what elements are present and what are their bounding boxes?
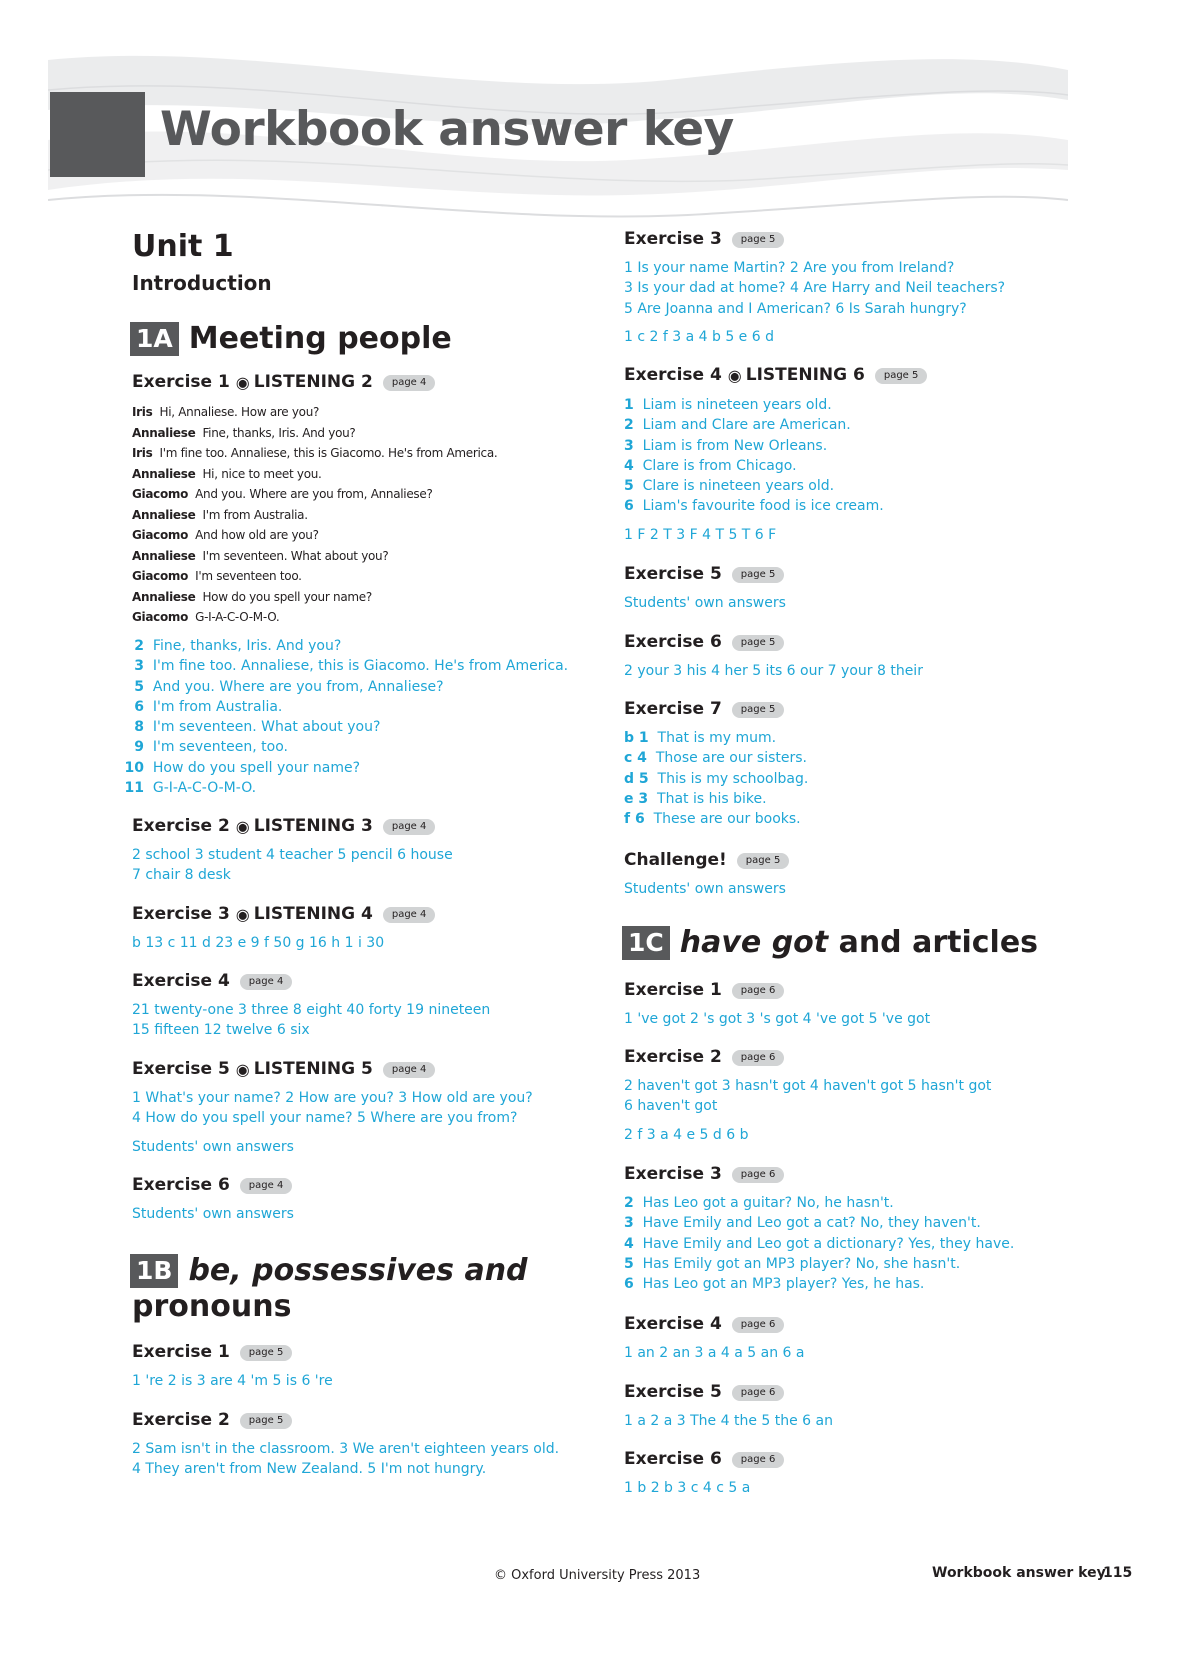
section-badge: 1B bbox=[130, 1254, 178, 1288]
page-pill: page 6 bbox=[732, 1452, 785, 1468]
section-1a-heading bbox=[130, 322, 452, 356]
exercise-heading: Exercise 7 page 5 bbox=[624, 701, 784, 718]
answer-block: 1 've got 2 's got 3 's got 4 've got 5 've got bbox=[624, 1011, 931, 1027]
page-pill: page 5 bbox=[240, 1345, 293, 1361]
answer-block: 1 an 2 an 3 a 4 a 5 an 6 a bbox=[624, 1345, 805, 1361]
answer-line: 5 And you. Where are you from, Annaliese? bbox=[134, 678, 444, 695]
page-number: 115 bbox=[1103, 1565, 1133, 1581]
answer-block: 1 Is your name Martin? 2 Are you from Ireland? 3 Is your dad at home? 4 Are Harry and Neil teachers? 5 Are Joanna and I American? 6 Is Sarah hungry? 1 c 2 f 3 a 4 b 5 e 6 d bbox=[624, 260, 1006, 345]
section-badge: 1C bbox=[622, 926, 670, 960]
answer-list: 1 Liam is nineteen years old. 2 Liam and Clare are American. 3 Liam is from New Orleans. 4 Clare is from Chicago. 5 Clare is nineteen years old. 6 Liam's favourite food is ice cream. 1 F 2 T 3 F 4 T 5 T 6 F bbox=[624, 397, 884, 543]
section-1c-heading bbox=[622, 926, 1038, 960]
listening-globe-icon: ◉ bbox=[235, 1059, 250, 1079]
page-pill: page 4 bbox=[383, 819, 436, 835]
page-pill: page 6 bbox=[732, 1317, 785, 1333]
answer-line: 10 How do you spell your name? bbox=[124, 759, 361, 776]
page-pill: page 6 bbox=[732, 1385, 785, 1401]
listening-label: LISTENING 2 bbox=[253, 372, 373, 392]
dialog-line: Giacomo I'm seventeen too. bbox=[132, 569, 302, 583]
answer-list bbox=[124, 636, 568, 798]
dialog-line: Annaliese I'm seventeen. What about you? bbox=[132, 548, 389, 563]
answer-block: 1 b 2 b 3 c 4 c 5 a bbox=[624, 1480, 751, 1496]
answer-block: Students' own answers bbox=[624, 595, 786, 611]
exercise-heading: Exercise 5 page 6 bbox=[624, 1384, 784, 1401]
exercise-heading: Exercise 1 page 5 bbox=[132, 1344, 292, 1361]
listening-globe-icon: ◉ bbox=[235, 904, 250, 924]
exercise-heading: Exercise 4 ◉ LISTENING 6 page 5 bbox=[624, 367, 927, 384]
exercise-heading: Exercise 5 ◉ LISTENING 5 page 4 bbox=[132, 1061, 435, 1078]
page-pill: page 4 bbox=[383, 375, 436, 391]
unit-title: Unit 1 bbox=[132, 229, 234, 264]
dialog-line: Annaliese I'm from Australia. bbox=[132, 507, 308, 522]
page-pill: page 5 bbox=[240, 1413, 293, 1429]
exercise-heading: Exercise 6 page 4 bbox=[132, 1177, 292, 1194]
exercise-heading: Exercise 4 page 6 bbox=[624, 1316, 784, 1333]
exercise-heading: Exercise 4 page 4 bbox=[132, 973, 292, 990]
exercise-heading: Exercise 3 page 6 bbox=[624, 1166, 784, 1183]
answer-block: 2 haven't got 3 hasn't got 4 haven't got 5 hasn't got 6 haven't got 2 f 3 a 4 e 5 d 6 b bbox=[624, 1078, 992, 1143]
exercise-heading: Exercise 6 page 6 bbox=[624, 1451, 784, 1468]
copyright: © Oxford University Press 2013 bbox=[494, 1568, 701, 1583]
answer-block: 2 Sam isn't in the classroom. 3 We aren't eighteen years old. 4 They aren't from New Zealand. 5 I'm not hungry. bbox=[132, 1441, 560, 1478]
section-title: have got and articles bbox=[679, 925, 1039, 960]
dialog-line: Giacomo And how old are you? bbox=[132, 528, 319, 542]
page-pill: page 5 bbox=[732, 232, 785, 248]
dialog-line: Annaliese Hi, nice to meet you. bbox=[132, 466, 322, 481]
answer-block: 21 twenty-one 3 three 8 eight 40 forty 19 nineteen 15 fifteen 12 twelve 6 six bbox=[132, 1002, 491, 1039]
listening-globe-icon: ◉ bbox=[727, 365, 742, 385]
exercise-heading: Exercise 2 ◉ LISTENING 3 page 4 bbox=[132, 818, 435, 835]
exercise-heading: Exercise 3 page 5 bbox=[624, 231, 784, 248]
exercise-label: Exercise 1 bbox=[132, 372, 230, 392]
exercise-heading: Exercise 2 page 5 bbox=[132, 1412, 292, 1429]
answer-block: 2 your 3 his 4 her 5 its 6 our 7 your 8 their bbox=[624, 663, 923, 679]
answer-block: 1 're 2 is 3 are 4 'm 5 is 6 're bbox=[132, 1373, 333, 1389]
section-title-line-2: pronouns bbox=[132, 1289, 292, 1324]
answer-list: 2 Has Leo got a guitar? No, he hasn't. 3 Have Emily and Leo got a cat? No, they haven't. 4 Have Emily and Leo got a dictionary? Yes, they have. 5 Has Emily got an MP3 player? No, she hasn't. 6 Has Leo got an MP3 player? Yes, he has. bbox=[624, 1195, 1015, 1293]
answer-block: 2 school 3 student 4 teacher 5 pencil 6 house 7 chair 8 desk bbox=[132, 847, 453, 884]
answer-block: b 13 c 11 d 23 e 9 f 50 g 16 h 1 i 30 bbox=[132, 935, 385, 951]
page-pill: page 5 bbox=[732, 635, 785, 651]
challenge-heading: Challenge! page 5 bbox=[624, 852, 789, 869]
answer-line: 8 I'm seventeen. What about you? bbox=[134, 719, 381, 736]
answer-block: Students' own answers bbox=[624, 881, 786, 897]
page-pill: page 5 bbox=[732, 567, 785, 583]
page-pill: page 4 bbox=[240, 974, 293, 990]
answer-block: 1 a 2 a 3 The 4 the 5 the 6 an bbox=[624, 1413, 833, 1429]
answer-line: 6 I'm from Australia. bbox=[134, 698, 283, 715]
listening-globe-icon: ◉ bbox=[235, 372, 250, 392]
answer-line: 11 G-I-A-C-O-M-O. bbox=[124, 780, 257, 797]
answer-block: 1 What's your name? 2 How are you? 3 How old are you? 4 How do you spell your name? 5 Where are you from? Students' own answers bbox=[132, 1090, 533, 1155]
dialog-line: Giacomo G-I-A-C-O-M-O. bbox=[132, 610, 280, 624]
answer-block: Students' own answers bbox=[132, 1206, 294, 1222]
dialog-line: Annaliese How do you spell your name? bbox=[132, 589, 372, 604]
page-pill: page 5 bbox=[875, 368, 928, 384]
answer-list: b 1 That is my mum. c 4 Those are our sisters. d 5 This is my schoolbag. e 3 That is his bike. f 6 These are our books. bbox=[624, 730, 809, 828]
dialog-line: Iris I'm fine too. Annaliese, this is Giacomo. He's from America. bbox=[132, 446, 498, 460]
page-pill: page 5 bbox=[737, 853, 790, 869]
exercise-heading: Exercise 1 page 6 bbox=[624, 982, 784, 999]
exercise-heading bbox=[132, 374, 435, 391]
page-pill: page 5 bbox=[732, 702, 785, 718]
dialog-line: Giacomo And you. Where are you from, Annaliese? bbox=[132, 487, 433, 501]
section-badge: 1A bbox=[130, 322, 179, 356]
page-pill: page 6 bbox=[732, 1050, 785, 1066]
page-pill: page 4 bbox=[240, 1178, 293, 1194]
listening-globe-icon: ◉ bbox=[235, 816, 250, 836]
exercise-heading: Exercise 2 page 6 bbox=[624, 1049, 784, 1066]
page-pill: page 6 bbox=[732, 1167, 785, 1183]
answer-line: 3 I'm fine too. Annaliese, this is Giacomo. He's from America. bbox=[134, 658, 569, 675]
page-pill: page 4 bbox=[383, 1062, 436, 1078]
section-1b-heading bbox=[130, 1254, 528, 1288]
section-title: Meeting people bbox=[188, 321, 452, 356]
page-title: Workbook answer key bbox=[160, 102, 734, 157]
exercise-heading: Exercise 5 page 5 bbox=[624, 566, 784, 583]
dialog-line: Iris Hi, Annaliese. How are you? bbox=[132, 405, 320, 419]
dialog-script bbox=[132, 402, 497, 628]
footer-label: Workbook answer key bbox=[932, 1565, 1106, 1581]
unit-subtitle: Introduction bbox=[132, 271, 272, 295]
section-title: be, possessives and bbox=[188, 1253, 528, 1288]
page-pill: page 4 bbox=[383, 907, 436, 923]
exercise-heading: Exercise 6 page 5 bbox=[624, 634, 784, 651]
dialog-line: Annaliese Fine, thanks, Iris. And you? bbox=[132, 425, 356, 440]
answer-line: 9 I'm seventeen, too. bbox=[134, 739, 288, 756]
page-pill: page 6 bbox=[732, 983, 785, 999]
exercise-heading: Exercise 3 ◉ LISTENING 4 page 4 bbox=[132, 906, 435, 923]
header-block bbox=[50, 92, 145, 177]
answer-line: 2 Fine, thanks, Iris. And you? bbox=[134, 638, 342, 654]
